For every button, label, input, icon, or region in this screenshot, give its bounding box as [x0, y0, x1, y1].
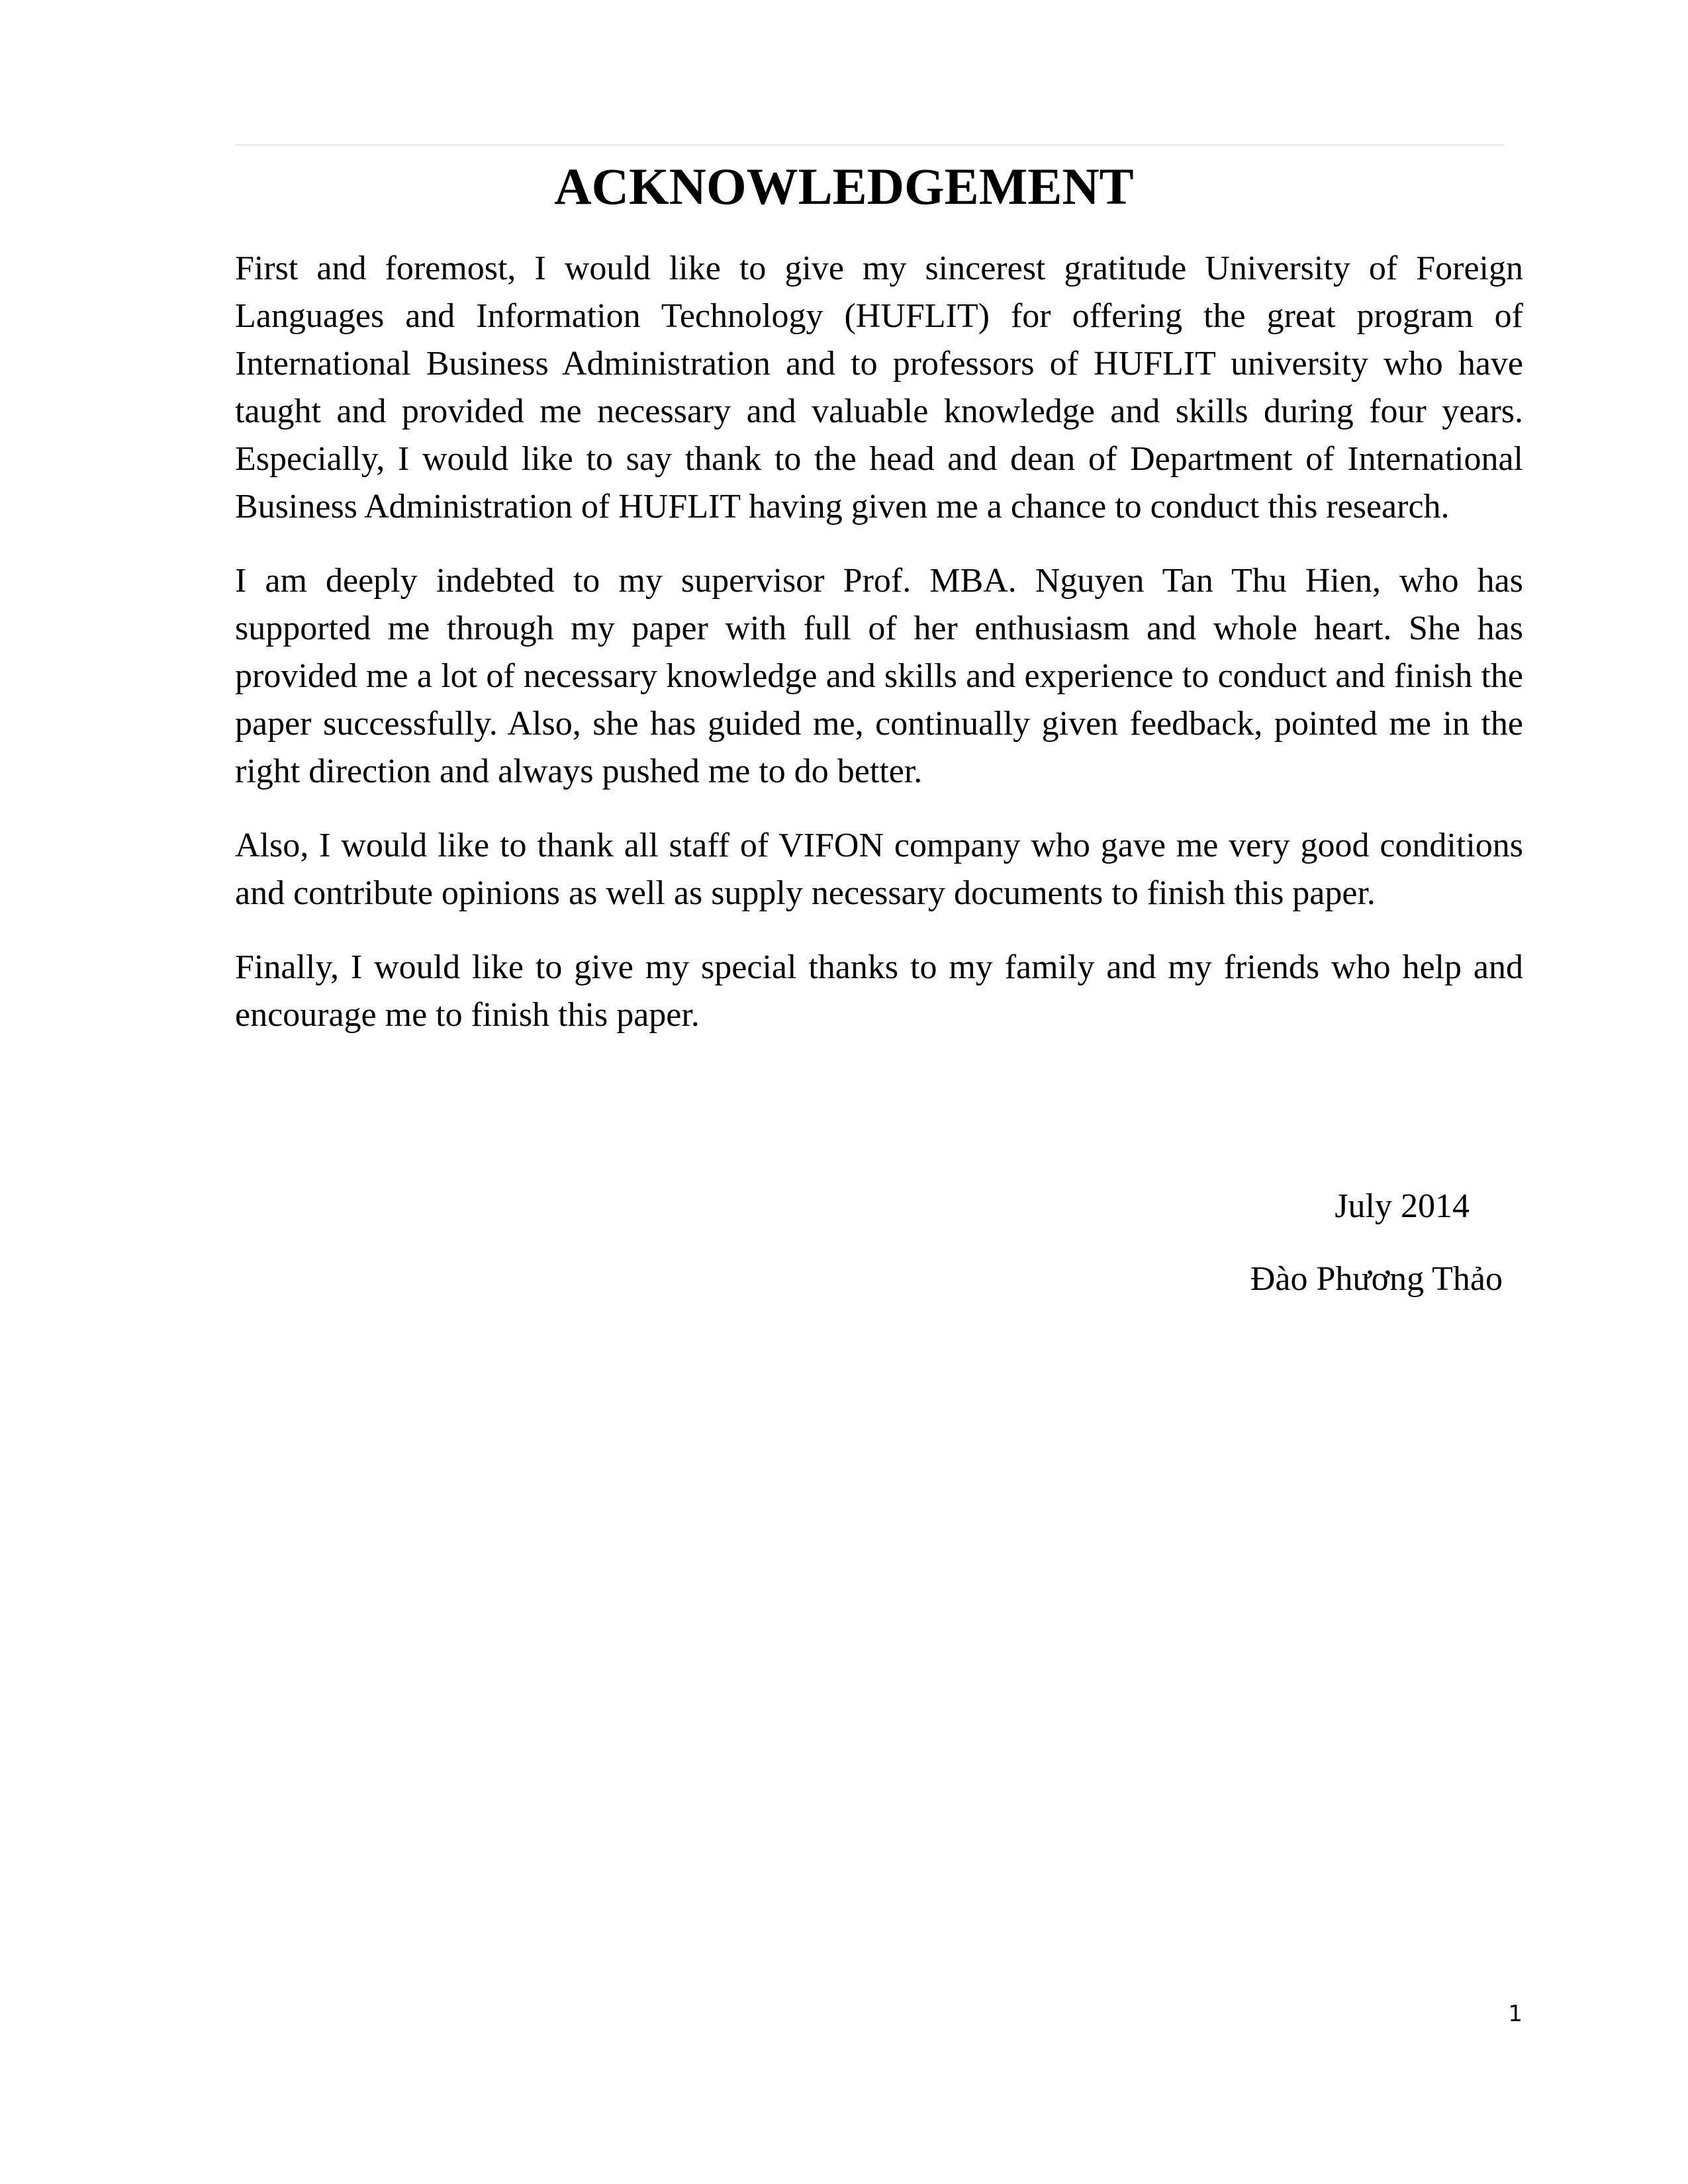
signature-date: July 2014: [1335, 1187, 1470, 1225]
paragraph-company: Also, I would like to thank all staff of VIFON company who gave me very good conditions and contribute opinions as well as supply necessary documents to finish this paper.: [235, 827, 1523, 912]
header-rule: [235, 144, 1505, 146]
signature-name: Đào Phương Thảo: [1250, 1260, 1503, 1298]
paragraph-supervisor: I am deeply indebted to my supervisor Prof. MBA. Nguyen Tan Thu Hien, who has supported me through my paper with full of her enthusiasm and whole heart. She has provided me a lot of necessary knowledge and skills and experience to conduct and finish the paper successfully. Also, she has guided me, continually given feedback, pointed me in the right direction and always pushed me to do better.: [235, 562, 1523, 790]
paragraph-university: First and foremost, I would like to give my sincerest gratitude University of Foreign Languages and Information Technology (HUFLIT) for offering the great program of International Business Administration and to professors of HUFLIT university who have taught and provided me necessary and valuable knowledge and skills during four years. Especially, I would like to say thank to the head and dean of Department of International Business Administration of HUFLIT having given me a chance to conduct this research.: [235, 250, 1523, 525]
page-number: 1: [1508, 2001, 1523, 2027]
page-title: ACKNOWLEDGEMENT: [554, 158, 1134, 215]
paragraph-family: Finally, I would like to give my special thanks to my family and my friends who help and encourage me to finish this paper.: [235, 948, 1523, 1034]
acknowledgement-body: [235, 245, 1523, 1066]
